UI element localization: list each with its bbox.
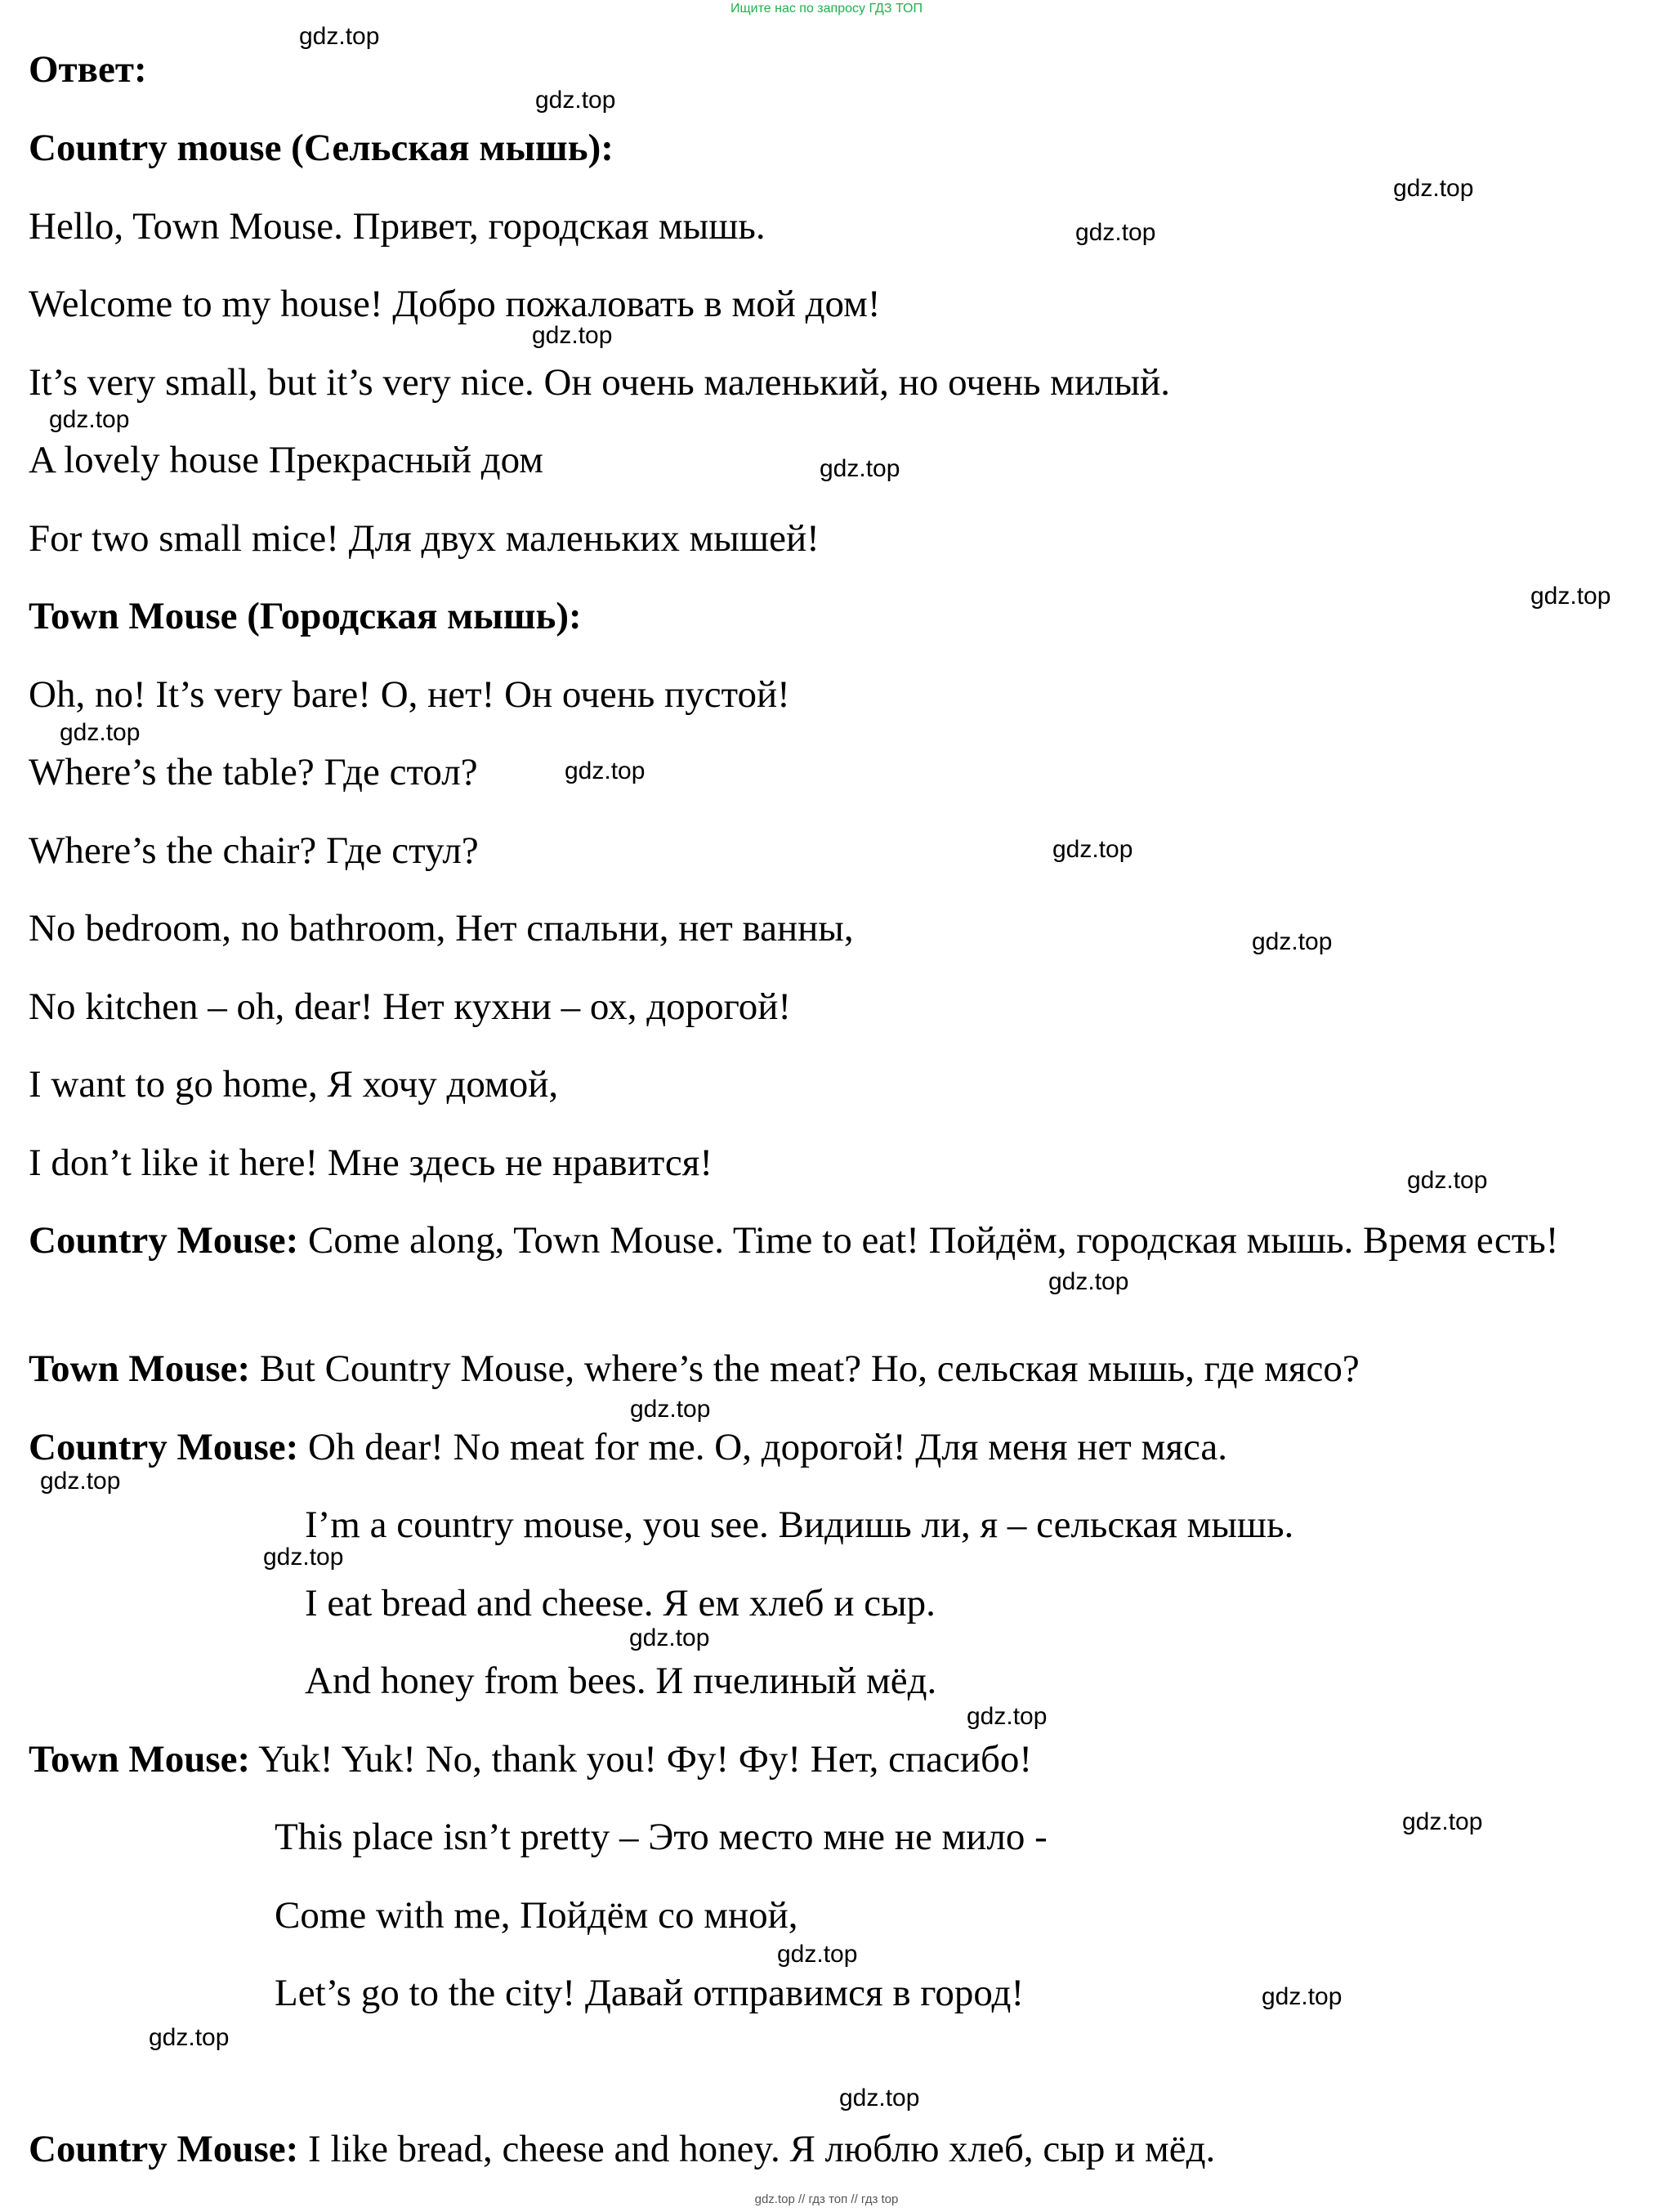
town-line: I don’t like it here! Мне здесь не нравится! xyxy=(29,1142,713,1184)
speaker-label: Town Mouse: xyxy=(29,1347,251,1390)
country-line: Welcome to my house! Добро пожаловать в мой дом! xyxy=(29,283,881,325)
indented-line: Come with me, Пойдём со мной, xyxy=(275,1894,798,1937)
town-line: Where’s the table? Где стол? xyxy=(29,751,478,793)
watermark: gdz.top xyxy=(149,2024,230,2051)
watermark: gdz.top xyxy=(630,1396,711,1423)
speech-text: I like bread, cheese and honey. Я люблю хлеб, сыр и мёд. xyxy=(298,2128,1216,2170)
speaker-label: Country Mouse: xyxy=(29,1219,299,1262)
answer-label: Ответ: xyxy=(29,48,147,91)
speech-text: But Country Mouse, where’s the meat? Но, сельская мышь, где мясо? xyxy=(250,1347,1360,1390)
speech-text: Oh dear! No meat for me. О, дорогой! Для меня нет мяса. xyxy=(298,1426,1227,1468)
dialogue-line xyxy=(29,1216,1630,1265)
watermark: gdz.top xyxy=(49,406,130,433)
indented-line: Let’s go to the city! Давай отправимся в город! xyxy=(275,1972,1025,2014)
watermark: gdz.top xyxy=(60,719,141,746)
dialogue-line xyxy=(29,1344,1360,1393)
watermark: gdz.top xyxy=(839,2085,920,2111)
speech-text: Yuk! Yuk! No, thank you! Фу! Фу! Нет, спасибо! xyxy=(250,1738,1033,1781)
watermark: gdz.top xyxy=(40,1468,121,1495)
watermark: gdz.top xyxy=(532,322,613,349)
footer-links[interactable]: gdz.top // гдз топ // гдз top xyxy=(754,2192,899,2206)
speaker-label: Country Mouse: xyxy=(29,1426,299,1468)
speech-text: Come along, Town Mouse. Time to eat! Пойдём, городская мышь. Время есть! xyxy=(298,1219,1559,1262)
dialogue-line xyxy=(29,1735,1032,1784)
watermark: gdz.top xyxy=(1393,175,1474,202)
dialogue-line xyxy=(29,1423,1227,1472)
watermark: gdz.top xyxy=(565,757,646,784)
indented-line: I’m a country mouse, you see. Видишь ли, я – сельская мышь. xyxy=(305,1504,1294,1546)
country-line: It’s very small, but it’s very nice. Он очень маленький, но очень милый. xyxy=(29,361,1171,404)
indented-line: This place isn’t pretty – Это место мне не мило - xyxy=(275,1816,1048,1858)
watermark: gdz.top xyxy=(1048,1268,1129,1295)
town-line: Where’s the chair? Где стул? xyxy=(29,829,479,872)
country-line: For two small mice! Для двух маленьких мышей! xyxy=(29,517,820,560)
country-line: A lovely house Прекрасный дом xyxy=(29,439,543,481)
town-line: Oh, no! It’s very bare! О, нет! Он очень пустой! xyxy=(29,673,790,716)
heading-country-mouse: Country mouse (Сельская мышь): xyxy=(29,127,614,169)
indented-line: I eat bread and cheese. Я ем хлеб и сыр. xyxy=(305,1582,936,1624)
watermark: gdz.top xyxy=(535,87,616,114)
watermark: gdz.top xyxy=(1407,1167,1488,1194)
speaker-label: Town Mouse: xyxy=(29,1738,251,1781)
town-line: No bedroom, no bathroom, Нет спальни, нет ванны, xyxy=(29,907,854,950)
watermark: gdz.top xyxy=(1530,583,1611,610)
indented-line: And honey from bees. И пчелиный мёд. xyxy=(305,1660,937,1702)
watermark: gdz.top xyxy=(1402,1808,1483,1835)
watermark: gdz.top xyxy=(263,1544,344,1571)
town-line: I want to go home, Я хочу домой, xyxy=(29,1063,559,1106)
town-line: No kitchen – oh, dear! Нет кухни – ох, дорогой! xyxy=(29,985,792,1028)
dialogue-line xyxy=(29,2125,1215,2174)
watermark: gdz.top xyxy=(1075,219,1156,246)
watermark: gdz.top xyxy=(1252,928,1333,955)
watermark: gdz.top xyxy=(1052,836,1133,863)
watermark: gdz.top xyxy=(820,455,900,482)
watermark: gdz.top xyxy=(777,1941,858,1968)
watermark: gdz.top xyxy=(1262,1983,1343,2010)
top-banner[interactable]: Ищите нас по запросу ГДЗ ТОП xyxy=(730,2,923,16)
speaker-label: Country Mouse: xyxy=(29,2128,299,2170)
watermark: gdz.top xyxy=(629,1624,710,1651)
watermark: gdz.top xyxy=(299,23,380,50)
heading-town-mouse: Town Mouse (Городская мышь): xyxy=(29,595,582,637)
watermark: gdz.top xyxy=(967,1703,1048,1730)
country-line: Hello, Town Mouse. Привет, городская мышь. xyxy=(29,205,766,248)
